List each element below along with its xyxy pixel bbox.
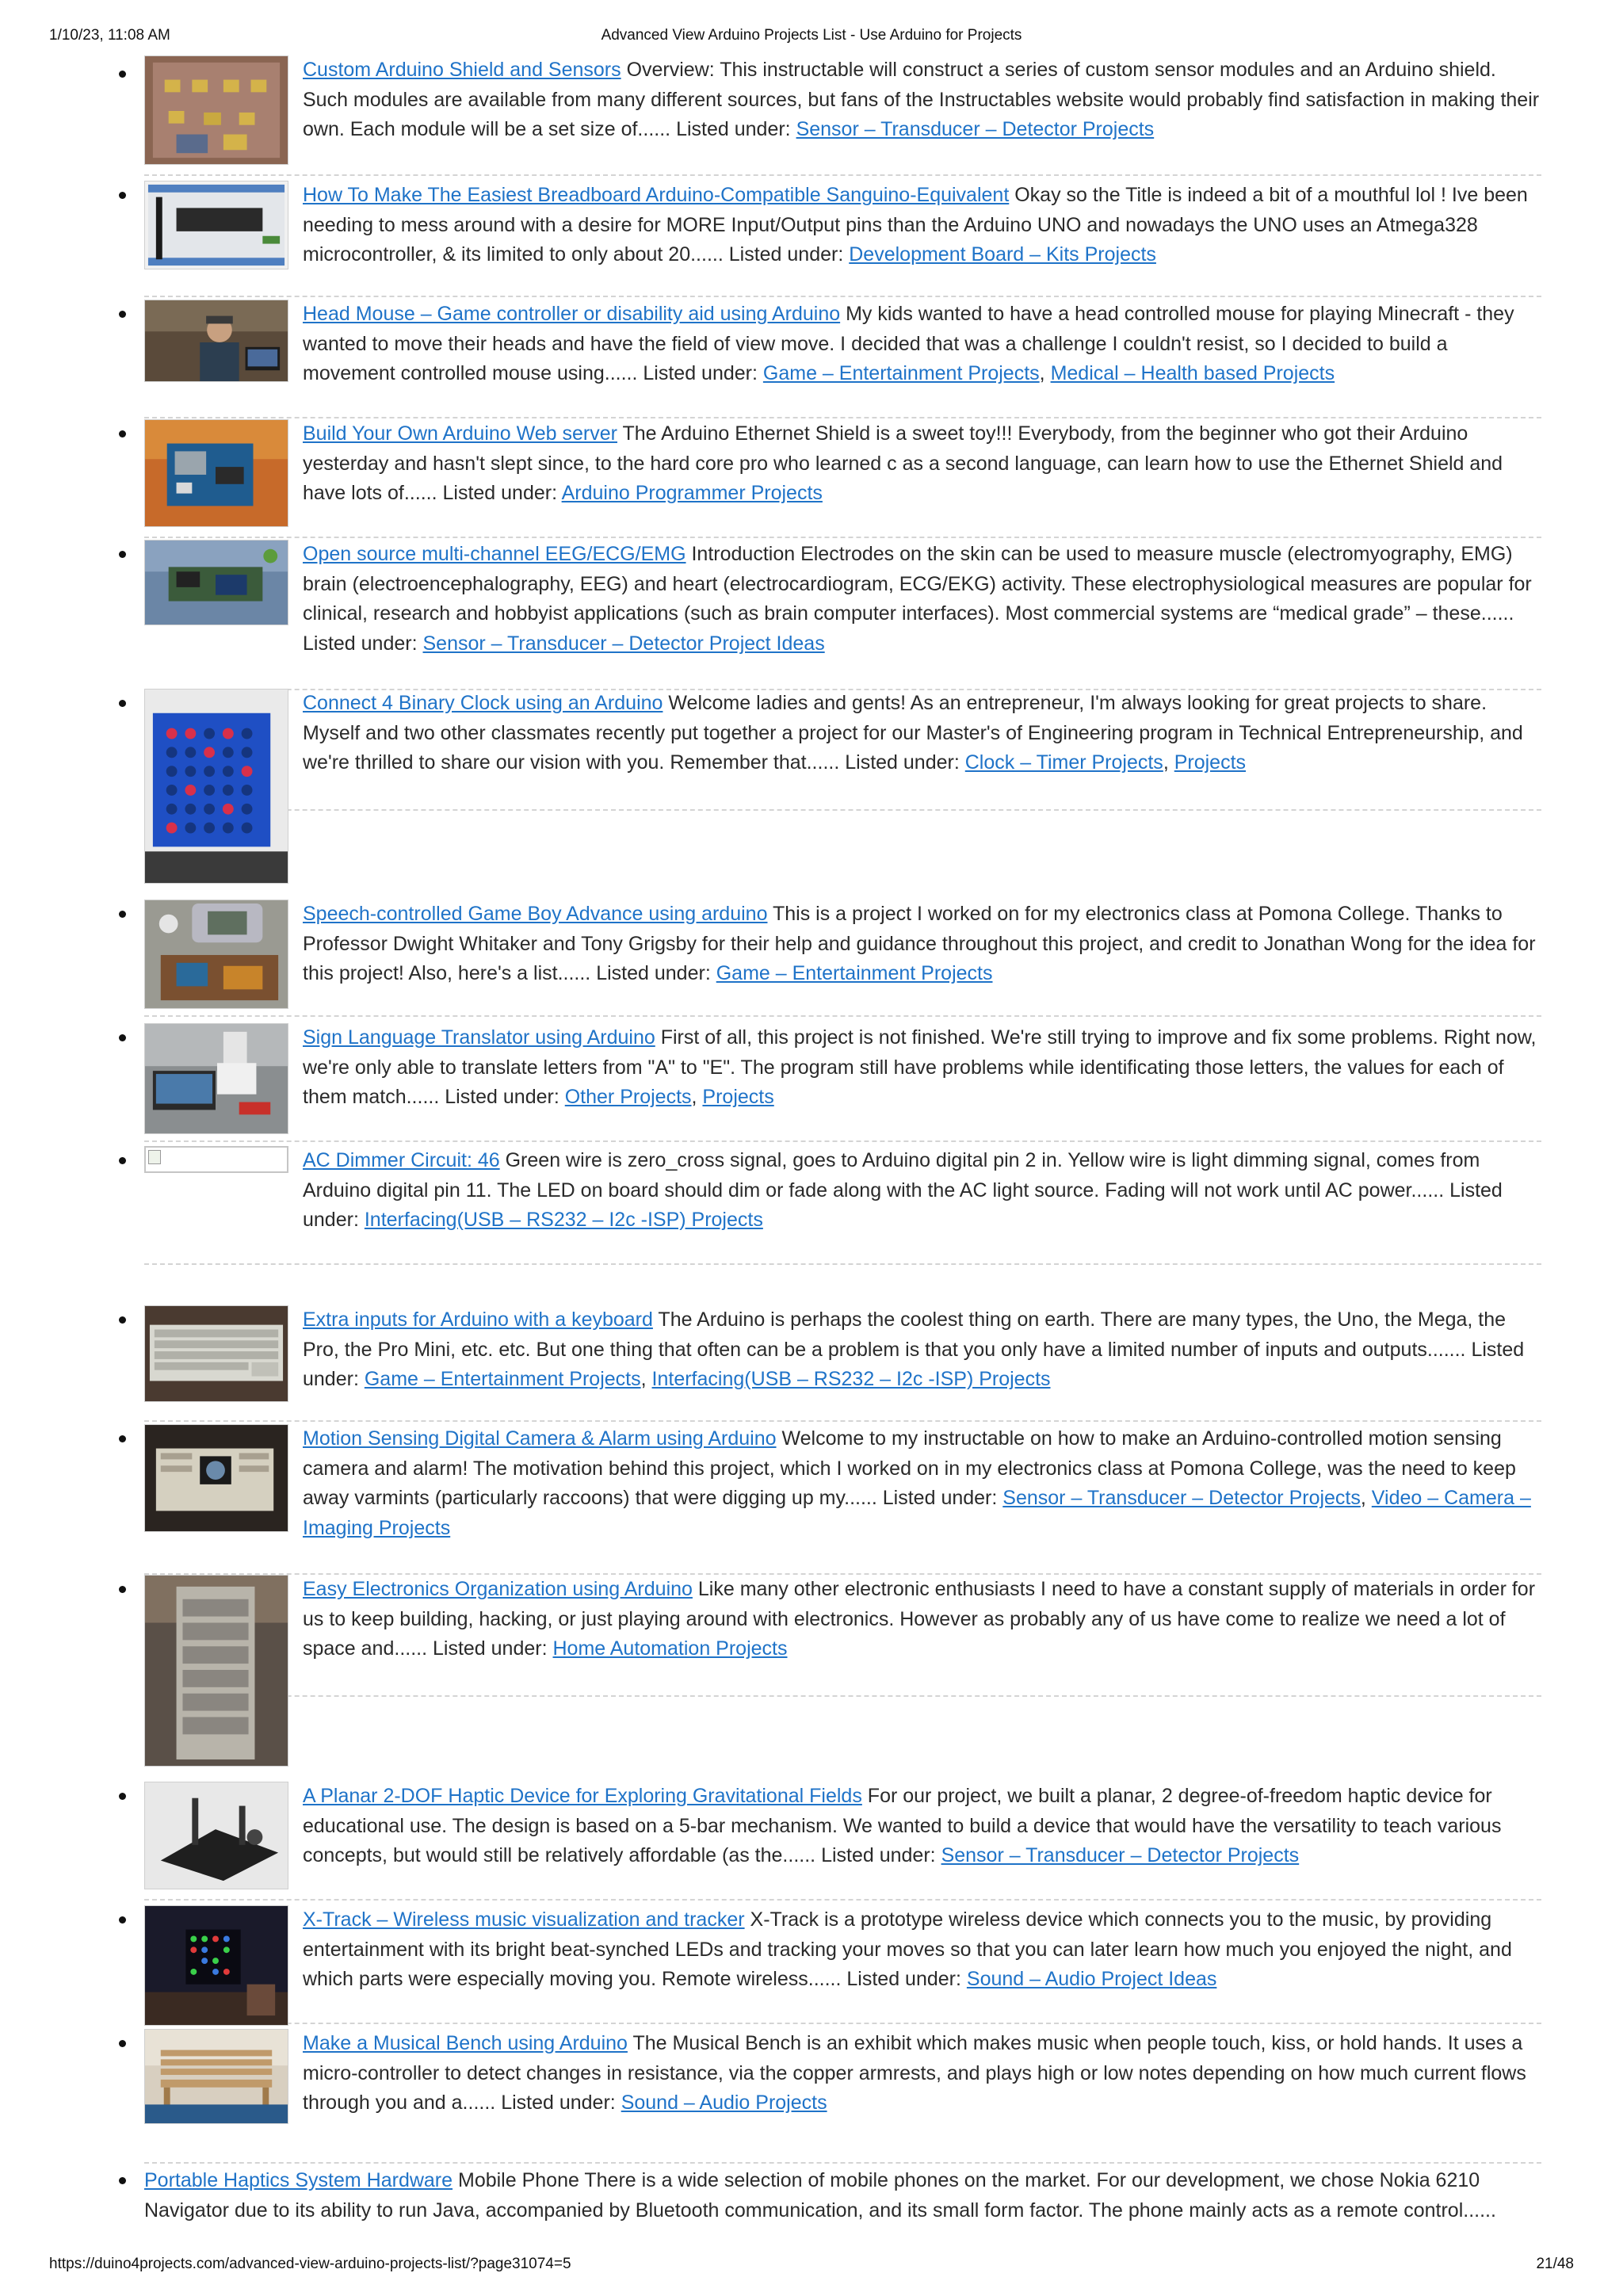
list-item — [144, 1424, 1541, 1575]
item-text: Motion Sensing Digital Camera & Alarm using Arduino Welcome to my instructable on how to make an Arduino-controlled motion sensing camera and alarm! The motivation behind this project, which I worked on in my electronics class at Pomona College, was the need to keep away varmints (particularly raccoons) that were digging up my...... Listed under: Sensor – Transducer – Detector Projects, Video – Camera – Imaging Projects — [303, 1427, 1531, 1539]
project-thumbnail[interactable] — [144, 419, 288, 527]
project-link[interactable]: Extra inputs for Arduino with a keyboard — [303, 1308, 653, 1331]
project-thumbnail[interactable] — [144, 1305, 288, 1402]
list-item — [144, 1146, 1541, 1265]
category-link[interactable]: Medical – Health based Projects — [1050, 362, 1335, 384]
listed-under-label: Listed under: — [442, 482, 558, 504]
list-item — [144, 1905, 1541, 2024]
item-text — [303, 181, 1541, 270]
project-link[interactable]: Speech-controlled Game Boy Advance using arduino — [303, 903, 768, 925]
category-link[interactable]: Interfacing(USB – RS232 – I2c -ISP) Projects — [364, 1209, 763, 1231]
listed-under-label: Listed under: — [501, 2092, 616, 2114]
list-item — [144, 1023, 1541, 1142]
list-item — [144, 419, 1541, 538]
listed-under-label: Listed under: — [303, 1179, 1503, 1231]
bullet — [119, 2040, 126, 2047]
project-link[interactable]: X-Track – Wireless music visualization and tracker — [303, 1908, 745, 1931]
listed-under-label: Listed under: — [846, 1968, 961, 1990]
list-item — [144, 1575, 1541, 1697]
list-item — [144, 900, 1541, 1017]
project-description: Like many other electronic enthusiasts I need to have a constant supply of materials in order for us to keep building, hacking, or just playing around with electronics. However as probably any of us have come to realize we need a lot of space and...... — [303, 1578, 1536, 1660]
listed-under-label: Listed under: — [728, 243, 844, 266]
bullet — [119, 551, 126, 558]
list-item — [144, 2166, 1541, 2229]
item-text: Extra inputs for Arduino with a keyboard The Arduino is perhaps the coolest thing on earth. There are many types, the Uno, the Mega, the Pro, the Pro Mini, etc. etc. But one thing that often can be a problem is that you only have a limited number of inputs and outputs....... Listed under: Game – Entertainment Projects, Interfacing(USB – RS232 – I2c -ISP) Projects — [303, 1308, 1525, 1390]
project-description: Overview: This instructable will construct a series of custom sensor modules and an Arduino shield. Such modules are available from many different sources, but fans of the Instructables website would probably find satisfaction in making their own. Each module will be a set size of...... — [303, 59, 1540, 140]
project-link[interactable]: Head Mouse – Game controller or disability aid using Arduino — [303, 303, 841, 325]
project-link[interactable]: Build Your Own Arduino Web server — [303, 422, 617, 445]
item-text — [303, 900, 1541, 989]
listed-under-label: Listed under: — [676, 118, 791, 140]
project-thumbnail[interactable] — [144, 1782, 288, 1889]
project-link[interactable]: Make a Musical Bench using Arduino — [303, 2032, 628, 2054]
listed-under-label: Listed under: — [643, 362, 758, 384]
category-link[interactable]: Sensor – Transducer – Detector Projects — [1002, 1487, 1361, 1509]
category-link[interactable]: Game – Entertainment Projects — [716, 962, 993, 984]
bullet — [119, 311, 126, 318]
print-timestamp: 1/10/23, 11:08 AM — [49, 27, 170, 44]
listed-under-label: Listed under: — [596, 962, 711, 984]
list-item — [144, 181, 1541, 297]
category-link[interactable]: Development Board – Kits Projects — [849, 243, 1156, 266]
project-description: Introduction Electrodes on the skin can be used to measure muscle (electromyography, EMG) brain (electroencephalography, EEG) and heart (electrocardiogram, ECG/EKG) activity. These electrophysiological measures are popular for clinical, research and hobbyist applications (such as brain computer interfaces). Most commercial systems are “medical grade” – these...... — [303, 543, 1532, 625]
project-description: This is a project I worked on for my electronics class at Pomona College. Thanks to Professor Dwight Whitaker and Tony Grigsby for their help and guidance throughout this project, and credit to Jonathan Wong for the idea for this project! Also, here's a list...... — [303, 903, 1536, 984]
bullet — [119, 1157, 126, 1164]
category-link[interactable]: Sound – Audio Projects — [621, 2092, 827, 2114]
item-text — [144, 2166, 1541, 2225]
listed-under-label: Listed under: — [882, 1487, 998, 1509]
item-text: Sign Language Translator using Arduino First of all, this project is not finished. We're still trying to improve and fix some problems. Right now, we're only able to translate letters from "A" to "E". The program still have problems while identificating those letters, the values for each of them match...... Listed under: Other Projects, Projects — [303, 1026, 1537, 1108]
bullet — [119, 700, 126, 707]
project-description: Mobile Phone There is a wide selection of mobile phones on the market. For our development, we chose Nokia 6210 Navigator due to its ability to run Java, accompanied by Bluetooth communication, and its small form factor. The phone mainly acts as a remote control...... — [144, 2169, 1496, 2222]
bullet — [119, 1916, 126, 1924]
category-link[interactable]: Clock – Timer Projects — [964, 751, 1163, 774]
item-text — [303, 419, 1541, 509]
bullet — [119, 2177, 126, 2184]
item-text — [303, 540, 1541, 659]
bullet — [119, 1316, 126, 1324]
project-link[interactable]: Easy Electronics Organization using Arduino — [303, 1578, 693, 1600]
list-item — [144, 300, 1541, 418]
bullet — [119, 1435, 126, 1442]
category-link[interactable]: Sensor – Transducer – Detector Projects — [941, 1844, 1300, 1866]
item-text — [303, 2029, 1541, 2118]
project-description: X-Track is a prototype wireless device which connects you to the music, by providing entertainment with its bright beat-synched LEDs and tracking your moves so that you can later learn how much you enjoyed the night, and which parts were especially moving you. Remote wireless...... — [303, 1908, 1512, 1990]
bullet — [119, 430, 126, 437]
bullet — [119, 911, 126, 918]
category-link[interactable]: Projects — [702, 1086, 774, 1108]
category-link[interactable]: Projects — [1174, 751, 1247, 774]
print-footer — [49, 2256, 1574, 2278]
category-link[interactable]: Other Projects — [564, 1086, 692, 1108]
broken-image-icon — [144, 1146, 288, 1173]
category-link[interactable]: Sensor – Transducer – Detector Project Ideas — [422, 632, 825, 655]
list-item — [144, 1305, 1541, 1422]
project-thumbnail[interactable] — [144, 540, 288, 625]
project-link[interactable]: How To Make The Easiest Breadboard Arduino-Compatible Sanguino-Equivalent — [303, 184, 1010, 206]
list-item — [144, 540, 1541, 690]
listed-under-label: Listed under: — [821, 1844, 936, 1866]
project-link[interactable]: Open source multi-channel EEG/ECG/EMG — [303, 543, 686, 565]
project-link[interactable]: AC Dimmer Circuit: 46 — [303, 1149, 500, 1171]
category-link[interactable]: Sensor – Transducer – Detector Projects — [796, 118, 1155, 140]
project-link[interactable]: Sign Language Translator using Arduino — [303, 1026, 655, 1049]
print-url: https://duino4projects.com/advanced-view-arduino-projects-list/?page31074=5 — [49, 2256, 571, 2272]
item-text — [303, 1146, 1541, 1236]
project-thumbnail[interactable] — [144, 689, 288, 884]
listed-under-label: Listed under: — [303, 1338, 1525, 1390]
item-text — [303, 1905, 1541, 1995]
category-link[interactable]: Home Automation Projects — [552, 1637, 788, 1660]
bullet — [119, 192, 126, 199]
project-link[interactable]: Motion Sensing Digital Camera & Alarm using Arduino — [303, 1427, 777, 1450]
project-description: The Arduino Ethernet Shield is a sweet toy!!! Everybody, from the beginner who got their Arduino yesterday and hasn't slept since, to the hard core pro who learned c as a second language, can learn how to use the Ethernet Shield and have lots of...... — [303, 422, 1503, 504]
print-header — [49, 27, 1574, 49]
project-description: Okay so the Title is indeed a bit of a mouthful lol ! Ive been needing to mess around with a desire for MORE Input/Output pins than the Arduino UNO and nowadays the UNO uses an Atmega328 microcontroller, & its limited to only about 20...... — [303, 184, 1528, 266]
item-text — [303, 55, 1541, 145]
list-item — [144, 2029, 1541, 2164]
project-thumbnail[interactable] — [144, 1424, 288, 1532]
category-link[interactable]: Arduino Programmer Projects — [561, 482, 823, 504]
project-description: Welcome to my instructable on how to make an Arduino-controlled motion sensing camera and alarm! The motivation behind this project, which I worked on in my electronics class at Pomona College, was the need to keep away varmints (particularly raccoons) that were digging up my...... — [303, 1427, 1516, 1509]
project-description: The Arduino is perhaps the coolest thing on earth. There are many types, the Uno, the Mega, the Pro, the Pro Mini, etc. etc. But one thing that often can be a problem is that you only have a limited number of inputs and outputs....... — [303, 1308, 1507, 1361]
listed-under-label: Listed under: — [303, 632, 418, 655]
project-thumbnail[interactable] — [144, 900, 288, 1009]
project-link[interactable]: Portable Haptics System Hardware — [144, 2169, 453, 2191]
project-thumbnail[interactable] — [144, 181, 288, 269]
listed-under-label: Listed under: — [845, 751, 960, 774]
bullet — [119, 1034, 126, 1041]
project-thumbnail[interactable] — [144, 300, 288, 382]
item-text: Head Mouse – Game controller or disability aid using Arduino My kids wanted to have a head controlled mouse for playing Minecraft - they wanted to move their heads and have the field of view move. I decided that was a challenge I couldn't resist, so I decided to build a movement controlled mouse using...... Listed under: Game – Entertainment Projects, Medical – Health based Projects — [303, 303, 1514, 384]
project-link[interactable]: A Planar 2-DOF Haptic Device for Exploring Gravitational Fields — [303, 1785, 862, 1807]
project-description: First of all, this project is not finished. We're still trying to improve and fix some problems. Right now, we're only able to translate letters from "A" to "E". The program still have problems while identificating those letters, the values for each of them match...... — [303, 1026, 1537, 1108]
project-link[interactable]: Custom Arduino Shield and Sensors — [303, 59, 621, 81]
page-number: 21/48 — [1536, 2256, 1574, 2272]
project-description: For our project, we built a planar, 2 degree-of-freedom haptic device for educational use. The design is based on a 5-bar mechanism. We wanted to build a device that would have the versatility to teach various concepts, but would still be relatively affordable (as the...... — [303, 1785, 1502, 1866]
list-item — [144, 689, 1541, 811]
bullet — [119, 71, 126, 78]
project-description: My kids wanted to have a head controlled mouse for playing Minecraft - they wanted to move their heads and have the field of view move. I decided that was a challenge I couldn't resist, so I decided to build a movement controlled mouse using...... — [303, 303, 1514, 384]
list-item — [144, 55, 1541, 176]
item-text — [303, 1782, 1541, 1871]
project-link[interactable]: Connect 4 Binary Clock using an Arduino — [303, 692, 663, 714]
bullet — [119, 1793, 126, 1800]
project-thumbnail[interactable] — [144, 2029, 288, 2124]
item-text: Connect 4 Binary Clock using an Arduino Welcome ladies and gents! As an entrepreneur, I'm always looking for great projects to share. Myself and two other classmates recently put together a project for our Master's of Engineering program in Technical Entrepreneurship, and we're thrilled to share our vision with you. Remember that...... Listed under: Clock – Timer Projects, Projects — [303, 692, 1523, 774]
bullet — [119, 1586, 126, 1593]
list-item — [144, 1782, 1541, 1901]
category-link[interactable]: Video – Camera – Imaging Projects — [303, 1487, 1531, 1539]
category-link[interactable]: Game – Entertainment Projects — [762, 362, 1040, 384]
category-link[interactable]: Game – Entertainment Projects — [364, 1368, 641, 1390]
listed-under-label: Listed under: — [445, 1086, 559, 1108]
project-thumbnail[interactable] — [144, 1575, 288, 1767]
item-text — [303, 1575, 1541, 1664]
print-page-title: Advanced View Arduino Projects List - Use Arduino for Projects — [601, 27, 1022, 44]
listed-under-label: Listed under: — [433, 1637, 548, 1660]
project-description: Welcome ladies and gents! As an entrepreneur, I'm always looking for great projects to share. Myself and two other classmates recently put together a project for our Master's of Engineering program in Technical Entrepreneurship, and we're thrilled to share our vision with you. Remember that...... — [303, 692, 1523, 774]
project-description: Green wire is zero_cross signal, goes to Arduino digital pin 2 in. Yellow wire is light dimming signal, comes from Arduino digital pin 11. The LED on board should dim or fade along with the AC light source. Fading will not work until AC power...... — [303, 1149, 1480, 1201]
category-link[interactable]: Interfacing(USB – RS232 – I2c -ISP) Projects — [651, 1368, 1051, 1390]
project-thumbnail[interactable] — [144, 1905, 288, 2026]
project-thumbnail[interactable] — [144, 55, 288, 165]
project-thumbnail[interactable] — [144, 1023, 288, 1134]
category-link[interactable]: Sound – Audio Project Ideas — [966, 1968, 1217, 1990]
project-description: The Musical Bench is an exhibit which makes music when people touch, kiss, or hold hands. It uses a micro-controller to detect changes in resistance, via the copper armrests, and plays high or low notes depending on how much current flows through you and a...... — [303, 2032, 1526, 2114]
